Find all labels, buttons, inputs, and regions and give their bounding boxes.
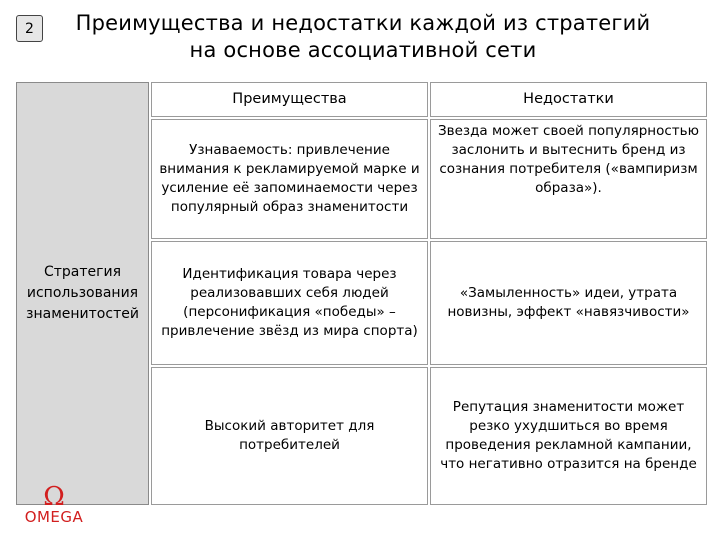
- row-3-advantage: Высокий авторитет для потребителей: [151, 367, 428, 505]
- header-disadvantages: Недостатки: [430, 82, 707, 117]
- row-1-advantage: Узнаваемость: привлечение внимания к рекламируемой марке и усиление её запоминаемости через популярный образ знаменитости: [151, 119, 428, 239]
- logo-wordmark: OMEGA: [24, 508, 84, 526]
- slide-number: 2: [16, 15, 43, 42]
- header-advantages: Преимущества: [151, 82, 428, 117]
- strategy-table: [16, 82, 707, 505]
- row-3-disadvantage: Репутация знаменитости может резко ухудшиться во время проведения рекламной кампании, что негативно отразится на бренде: [430, 367, 707, 505]
- strategy-label: Стратегия использования знаменитостей: [16, 82, 149, 505]
- row-2-disadvantage: «Замыленность» идеи, утрата новизны, эффект «навязчивости»: [430, 241, 707, 365]
- row-1-disadvantage: Звезда может своей популярностью заслонить и вытеснить бренд из сознания потребителя («вампиризм образа»).: [430, 119, 707, 239]
- omega-symbol-icon: Ω: [43, 482, 65, 512]
- row-2-advantage: Идентификация товара через реализовавших себя людей (персонификация «победы» – привлечение звёзд из мира спорта): [151, 241, 428, 365]
- page-title: [58, 10, 668, 64]
- title-line-1: Преимущества и недостатки каждой из стратегий: [75, 11, 651, 35]
- title-line-2: на основе ассоциативной сети: [189, 38, 537, 62]
- omega-logo: [12, 482, 96, 526]
